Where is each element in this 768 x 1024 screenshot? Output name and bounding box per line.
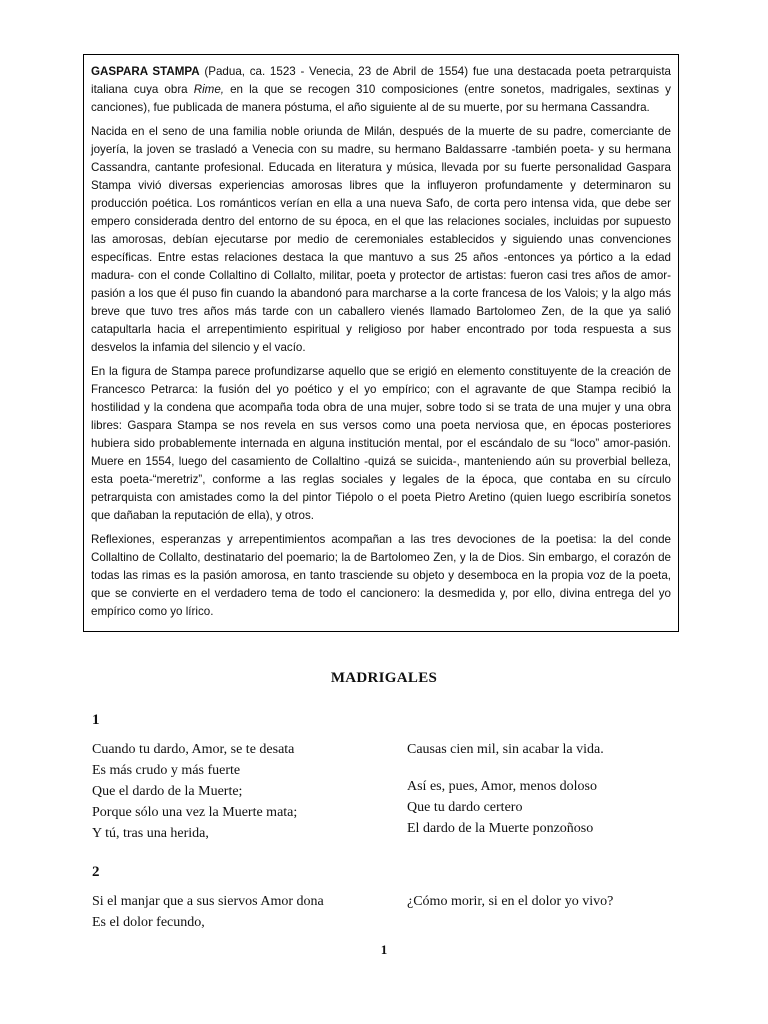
poem-line: Causas cien mil, sin acabar la vida. [407, 742, 604, 757]
stanza-gap [407, 760, 604, 776]
intro-paragraph-3: En la figura de Stampa parece profundizarse aquello que se erigió en elemento constituyente de la creación de Francesco Petrarca: la fusión del yo poético y el yo empírico; con el agravante de que Stampa recibió la hostilidad y la condena que acompaña toda obra de una mujer, sobre todo si se trata de una mujer y una obra libres: Gaspara Stampa se nos revela en sus versos como una poeta nerviosa que, en épocas posteriores hubiera sido probablemente internada en alguna institución mental, por el escándalo de su “loco” amor-pasión. Muere en 1554, luego del casamiento de Collaltino -quizá se suicida-, manteniendo aún su proverbial belleza, esta poeta-“meretriz”, conforme a las reglas sociales y legales de la época, que contaba en su círculo petrarquista con amistades como la del pintor Tiépolo o el poeta Pietro Aretino (quien luego escribiría sonetos que dañaban la reputación de ella), y otros. [91, 365, 671, 522]
page-number: 1 [380, 942, 388, 957]
poem-2-number: 2 [92, 864, 100, 880]
poem-line: Si el manjar que a sus siervos Amor dona [92, 894, 324, 909]
poem-1-left-column [92, 739, 297, 844]
poem-line: Que tu dardo certero [407, 800, 523, 815]
poem-line: Así es, pues, Amor, menos doloso [407, 779, 597, 794]
poem-line: Cuando tu dardo, Amor, se te desata [92, 742, 295, 757]
poem-line: Y tú, tras una herida, [92, 826, 209, 841]
poem-line: Es más crudo y más fuerte [92, 763, 241, 778]
intro-biography-box [83, 54, 679, 632]
work-title: Rime, [193, 83, 225, 96]
poem-1-right-column [407, 739, 604, 839]
poem-line: Es el dolor fecundo, [92, 915, 205, 930]
intro-paragraph-2: Nacida en el seno de una familia noble oriunda de Milán, después de la muerte de su padre, comerciante de joyería, la joven se trasladó a Venecia con su madre, su hermano Baldassarre -también poeta- y su hermana Cassandra, cantante profesional. Educada en literatura y música, llevada por su fuerte personalidad Gaspara Stampa vivió diversas experiencias amorosas libres que la influyeron profundamente y determinaron su producción poética. Los románticos verían en ella a una nueva Safo, de corta pero intensa vida, que debe ser empero considerada dentro del entorno de su época, en el que las relaciones sociales, incluidas por supuesto las amorosas, debían ejecutarse por medio de ceremoniales establecidos y siguiendo unas convenciones específicas. Entre estas relaciones destaca la que mantuvo a sus 25 años -entonces ya pórtico a la edad madura- con el conde Collaltino di Collalto, militar, poeta y protector de artistas: fueron casi tres años de amor-pasión a los que él puso fin cuando la abandonó para marcharse a la corte francesa de los Valois; y la algo más breve que tuvo tres años más tarde con un caballero vienés llamado Bartolomeo Zen, de la que ya salió catapultarla hacia el arrepentimiento espiritual y religioso por haber encontrado por toda respuesta a sus desvelos la infamia del silencio y el vacío. [91, 125, 671, 354]
intro-paragraph-1-text-a: (Padua, ca. 1523 - Venecia, 23 de Abril de 1554) fue una destacada poeta petrarquista italiana cuya obra [91, 65, 671, 96]
author-name: GASPARA STAMPA [91, 65, 200, 78]
poem-2-left-column [92, 891, 324, 933]
intro-paragraph-1-text-b: en la que se recogen 310 composiciones (entre sonetos, madrigales, sextinas y canciones), fue publicada de manera póstuma, el año siguiente al de su muerte, por su hermana Cassandra. [91, 83, 671, 114]
poem-line: ¿Cómo morir, si en el dolor yo vivo? [407, 894, 614, 909]
intro-paragraph-4: Reflexiones, esperanzas y arrepentimientos acompañan a las tres devociones de la poetisa: la del conde Collaltino de Collalto, destinatario del poemario; la de Bartolomeo Zen, y la de Dios. Sin embargo, el corazón de todas las rimas es la pasión amorosa, en tanto trasciende su objeto y desemboca en la propia voz de la poeta, que se convierte en el verdadero tema de todo el cancionero: la desmedida y, por ello, divina entrega del yo empírico como yo lírico. [91, 533, 671, 618]
section-title: MADRIGALES [330, 670, 438, 686]
poem-line: El dardo de la Muerte ponzoñoso [407, 821, 594, 836]
intro-paragraph-1 [91, 63, 671, 117]
poem-1-number: 1 [92, 712, 100, 728]
poem-2-right-column [407, 891, 613, 912]
poem-line: Que el dardo de la Muerte; [92, 784, 243, 799]
poem-line: Porque sólo una vez la Muerte mata; [92, 805, 298, 820]
